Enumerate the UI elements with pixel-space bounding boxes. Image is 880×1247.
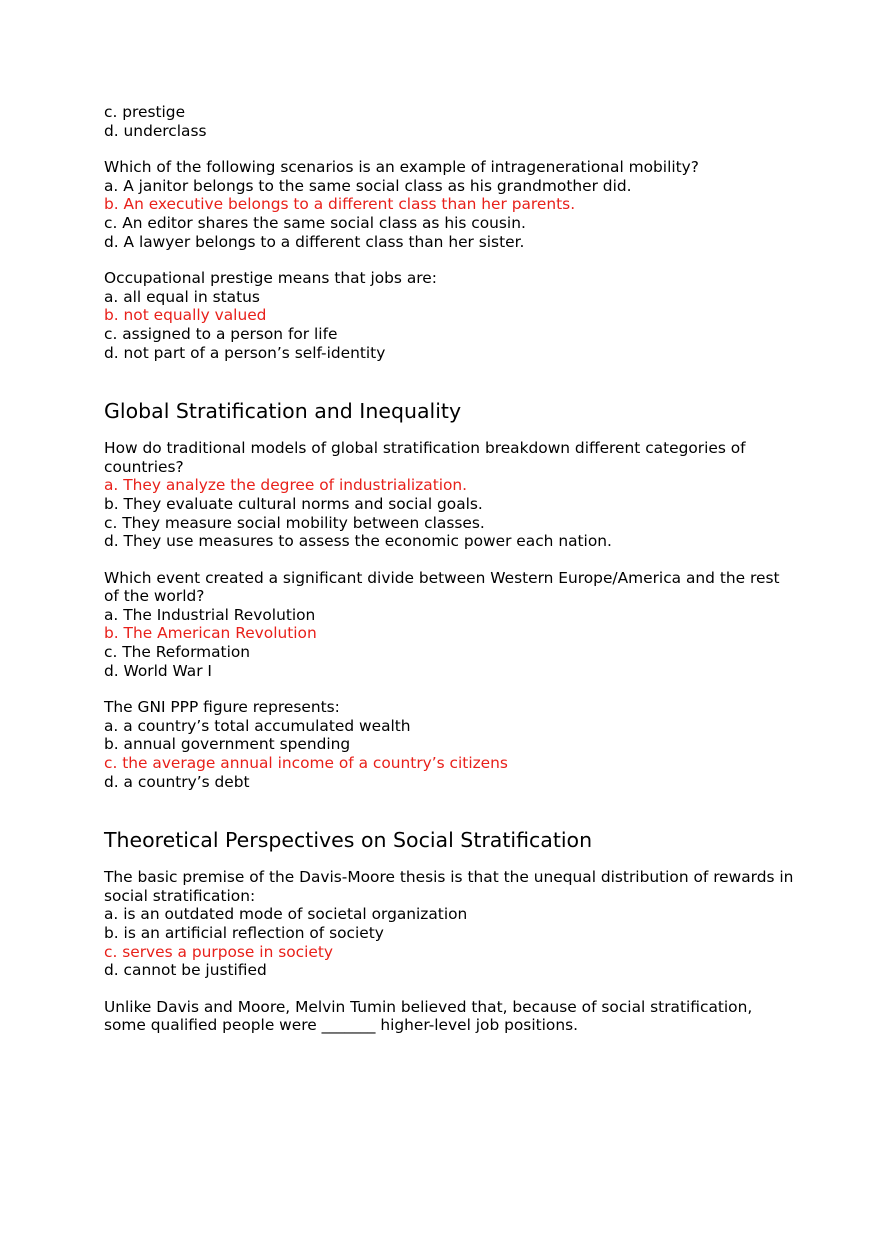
- option: d. not part of a person’s self-identity: [104, 343, 386, 362]
- option-correct: b. An executive belongs to a different class than her parents.: [104, 195, 576, 214]
- section-theoretical-perspectives: [104, 827, 794, 1035]
- option: a. A janitor belongs to the same social class as his grandmother did.: [104, 176, 632, 195]
- option: c. assigned to a person for life: [104, 324, 338, 343]
- option: b. They evaluate cultural norms and social goals.: [104, 494, 483, 513]
- question-block: [104, 269, 794, 362]
- intro-options: [104, 103, 794, 140]
- option: c. prestige: [104, 103, 186, 121]
- section-heading: Theoretical Perspectives on Social Stratification: [104, 828, 593, 853]
- question-text: The basic premise of the Davis-Moore thesis is that the unequal distribution of rewards in social stratification:: [104, 868, 794, 905]
- question-text: Which of the following scenarios is an example of intragenerational mobility?: [104, 158, 699, 177]
- option: a. is an outdated mode of societal organization: [104, 905, 468, 924]
- question-block: [104, 868, 794, 980]
- option-correct: c. serves a purpose in society: [104, 942, 333, 961]
- option-correct: a. They analyze the degree of industrialization.: [104, 476, 468, 495]
- question-text: Which event created a significant divide between Western Europe/America and the rest of the world?: [104, 568, 780, 606]
- section-mobility: [104, 158, 794, 362]
- option: d. A lawyer belongs to a different class than her sister.: [104, 232, 525, 251]
- question-text: How do traditional models of global stratification breakdown different categories of countries?: [104, 439, 746, 476]
- question-block: [104, 158, 794, 251]
- section-global-stratification: [104, 398, 794, 791]
- option: d. cannot be justified: [104, 961, 267, 980]
- option: c. The Reformation: [104, 643, 251, 662]
- question-block: [104, 698, 794, 791]
- question-block: [104, 569, 794, 681]
- option: d. underclass: [104, 121, 207, 140]
- option: a. The Industrial Revolution: [104, 605, 316, 624]
- option: c. They measure social mobility between classes.: [104, 513, 485, 532]
- option-correct: b. The American Revolution: [104, 624, 317, 643]
- question-block: [104, 439, 794, 551]
- question-text: Occupational prestige means that jobs are:: [104, 269, 437, 288]
- document-page: [104, 103, 794, 1053]
- option: a. a country’s total accumulated wealth: [104, 716, 411, 735]
- option: a. all equal in status: [104, 287, 260, 306]
- option: d. a country’s debt: [104, 772, 250, 791]
- question-text: The GNI PPP figure represents:: [104, 698, 340, 717]
- option: c. An editor shares the same social class as his cousin.: [104, 213, 526, 232]
- section-heading: Global Stratification and Inequality: [104, 399, 462, 424]
- option-correct: c. the average annual income of a country’s citizens: [104, 754, 508, 773]
- question-text: Unlike Davis and Moore, Melvin Tumin believed that, because of social stratification, some qualified people were _______ higher-level job positions.: [104, 997, 753, 1035]
- option: b. annual government spending: [104, 735, 351, 754]
- option: d. World War I: [104, 661, 212, 680]
- question-block: [104, 998, 794, 1035]
- option: d. They use measures to assess the economic power each nation.: [104, 532, 612, 551]
- option: b. is an artificial reflection of society: [104, 924, 384, 942]
- option-correct: b. not equally valued: [104, 306, 267, 325]
